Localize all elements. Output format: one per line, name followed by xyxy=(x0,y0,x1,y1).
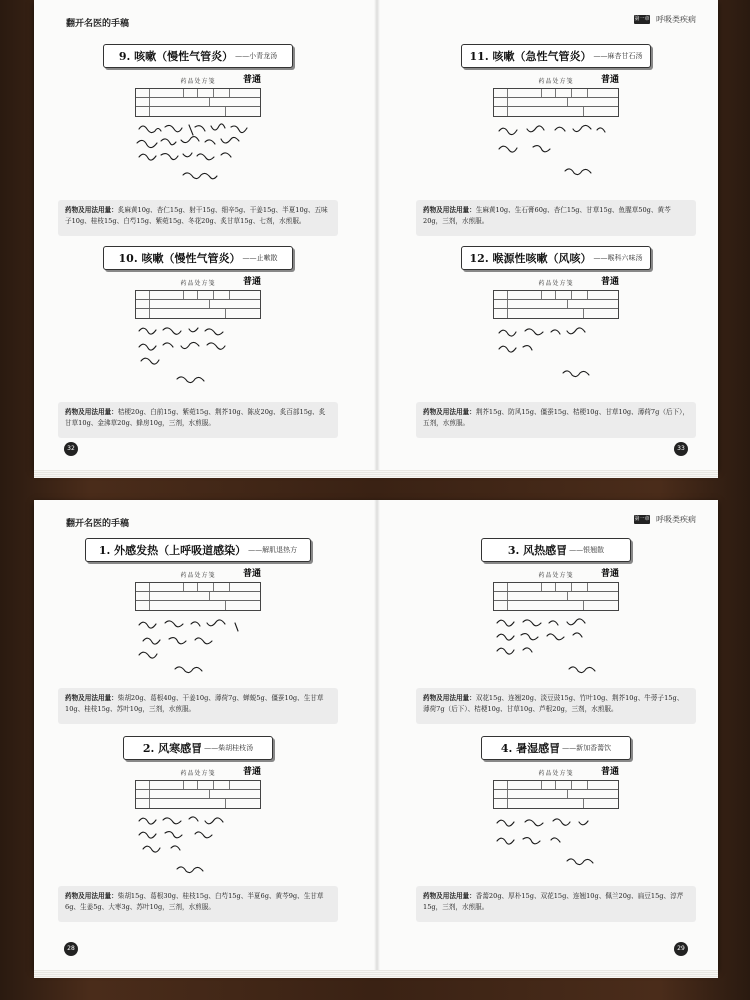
handwriting-scribble xyxy=(493,323,619,393)
book-spread-bottom xyxy=(34,500,718,970)
page-number-right: 29 xyxy=(674,942,688,956)
prescription-form xyxy=(493,768,619,880)
prescription-title xyxy=(481,538,631,562)
prescription-card xyxy=(58,44,338,236)
form-grid xyxy=(135,780,261,809)
dosage-text: 炙麻黄10g、杏仁15g、射干15g、细辛5g、干姜15g、半夏10g、五味子10g、桂枝15g、白芍15g、紫菀15g、冬花20g、炙甘草15g、七剂，水煎服。 xyxy=(65,206,328,225)
dosage-text: 柴胡20g、葛根40g、干姜10g、薄荷7g、蝉蜕5g、僵蚕10g、生甘草10g、桂枝15g、苏叶10g，三剂，水煎服。 xyxy=(65,694,324,713)
prescription-formula-name: ——麻杏甘石汤 xyxy=(593,52,643,60)
handwritten-prescription xyxy=(135,323,261,393)
handwriting-scribble xyxy=(135,121,261,191)
handwritten-prescription xyxy=(135,615,261,685)
chapter-badge: 第一章 xyxy=(634,16,650,22)
handwriting-scribble xyxy=(493,813,619,883)
form-type: 普通 xyxy=(600,277,619,287)
dosage-box xyxy=(58,886,338,922)
form-heading: 药品处方笺 xyxy=(180,572,216,579)
form-type: 普通 xyxy=(242,277,261,287)
dosage-label: 药物及用法用量： xyxy=(65,892,118,900)
book-spread-top xyxy=(34,0,718,470)
prescription-title-main: 1. 外感发热（上呼吸道感染） xyxy=(98,544,247,557)
handwritten-prescription xyxy=(493,615,619,685)
dosage-box xyxy=(58,688,338,724)
prescription-card xyxy=(58,246,338,438)
prescription-title-main: 2. 风寒感冒 xyxy=(142,742,203,755)
form-grid xyxy=(135,582,261,611)
dosage-label: 药物及用法用量： xyxy=(423,408,476,416)
dosage-text: 香薷20g、厚朴15g、双花15g、连翘10g、佩兰20g、扁豆15g、淳芹15g，三剂，水煎服。 xyxy=(423,892,684,911)
form-heading: 药品处方笺 xyxy=(180,770,216,777)
prescription-title-main: 9. 咳嗽（慢性气管炎） xyxy=(118,50,234,63)
form-type: 普通 xyxy=(242,767,261,777)
form-type: 普通 xyxy=(600,75,619,85)
dosage-box xyxy=(58,402,338,438)
chapter-badge: 第一章 xyxy=(634,516,650,522)
prescription-form xyxy=(135,76,261,194)
form-heading: 药品处方笺 xyxy=(180,78,216,85)
handwriting-scribble xyxy=(135,615,261,685)
running-header-right xyxy=(634,514,696,525)
running-header-left: 翻开名医的手稿 xyxy=(66,519,130,529)
prescription-form xyxy=(135,278,261,396)
dosage-text: 桔梗20g、白前15g、紫菀15g、荆芥10g、陈皮20g、炙百部15g、炙甘草10g、金沸草20g、蜂房10g，三剂，水煎服。 xyxy=(65,408,326,427)
dosage-text: 柴胡15g、葛根30g、桂枝15g、白芍15g、半夏6g、黄芩9g、生甘草6g、生姜5g、大枣3g、苏叶10g，三剂，水煎服。 xyxy=(65,892,324,911)
dosage-box xyxy=(416,886,696,922)
chapter-title: 呼吸类疾病 xyxy=(656,515,696,524)
prescription-card xyxy=(416,538,696,724)
prescription-form xyxy=(493,278,619,396)
form-grid xyxy=(493,582,619,611)
prescription-form xyxy=(493,76,619,194)
page-number-right: 33 xyxy=(674,442,688,456)
page-edge xyxy=(34,470,718,478)
form-type: 普通 xyxy=(600,767,619,777)
dosage-text: 生麻黄10g、生石膏60g、杏仁15g、甘草15g、鱼腥草50g、黄芩20g，三剂，水煎服。 xyxy=(423,206,671,225)
handwriting-scribble xyxy=(493,121,619,191)
handwriting-scribble xyxy=(135,323,261,393)
prescription-formula-name: ——小青龙汤 xyxy=(235,52,278,60)
prescription-form xyxy=(135,570,261,682)
prescription-title-main: 10. 咳嗽（慢性气管炎） xyxy=(118,252,241,265)
dosage-box xyxy=(416,402,696,438)
page-number-left: 28 xyxy=(64,942,78,956)
prescription-form xyxy=(493,570,619,682)
page-number-left: 32 xyxy=(64,442,78,456)
prescription-title xyxy=(461,246,651,270)
dosage-label: 药物及用法用量： xyxy=(423,206,476,214)
prescription-formula-name: ——银翘散 xyxy=(569,546,605,554)
handwriting-scribble xyxy=(135,813,261,883)
dosage-text: 荆芥15g、防风15g、僵蚕15g、桔梗10g、甘草10g、薄荷7g（后下），五剂，水煎服。 xyxy=(423,408,689,427)
prescription-card xyxy=(416,736,696,922)
dosage-text: 双花15g、连翘20g、淡豆豉15g、竹叶10g、荆芥10g、牛蒡子15g、薄荷7g（后下）、桔梗10g、甘草10g、芦根20g，三剂，水煎服。 xyxy=(423,694,684,713)
handwritten-prescription xyxy=(493,121,619,191)
prescription-formula-name: ——止嗽散 xyxy=(242,254,278,262)
page-edge xyxy=(34,970,718,978)
prescription-formula-name: ——新加香薷饮 xyxy=(562,744,612,752)
prescription-title xyxy=(85,538,311,562)
prescription-title-main: 11. 咳嗽（急性气管炎） xyxy=(469,50,592,63)
form-type: 普通 xyxy=(600,569,619,579)
form-heading: 药品处方笺 xyxy=(180,280,216,287)
dosage-box xyxy=(416,200,696,236)
prescription-form xyxy=(135,768,261,880)
handwritten-prescription xyxy=(493,323,619,393)
form-heading: 药品处方笺 xyxy=(538,572,574,579)
prescription-title-main: 4. 暑湿感冒 xyxy=(500,742,561,755)
form-heading: 药品处方笺 xyxy=(538,280,574,287)
dosage-label: 药物及用法用量： xyxy=(423,892,476,900)
dosage-label: 药物及用法用量： xyxy=(65,694,118,702)
prescription-title xyxy=(481,736,631,760)
form-heading: 药品处方笺 xyxy=(538,78,574,85)
form-heading: 药品处方笺 xyxy=(538,770,574,777)
dosage-box xyxy=(416,688,696,724)
form-type: 普通 xyxy=(242,569,261,579)
prescription-card xyxy=(58,538,338,724)
form-grid xyxy=(493,780,619,809)
prescription-card xyxy=(416,246,696,438)
prescription-title xyxy=(461,44,651,68)
form-grid xyxy=(493,290,619,319)
prescription-title-main: 12. 喉源性咳嗽（风咳） xyxy=(469,252,592,265)
prescription-card xyxy=(416,44,696,236)
running-header-left: 翻开名医的手稿 xyxy=(66,19,130,29)
prescription-title-main: 3. 风热感冒 xyxy=(507,544,568,557)
running-header-right xyxy=(634,14,696,25)
dosage-label: 药物及用法用量： xyxy=(65,408,118,416)
form-grid xyxy=(135,290,261,319)
prescription-formula-name: ——喉科六味汤 xyxy=(593,254,643,262)
dosage-label: 药物及用法用量： xyxy=(65,206,118,214)
prescription-title xyxy=(123,736,273,760)
dosage-label: 药物及用法用量： xyxy=(423,694,476,702)
prescription-title xyxy=(103,246,293,270)
handwritten-prescription xyxy=(493,813,619,883)
form-type: 普通 xyxy=(242,75,261,85)
form-grid xyxy=(493,88,619,117)
prescription-card xyxy=(58,736,338,922)
handwritten-prescription xyxy=(135,121,261,191)
dosage-box xyxy=(58,200,338,236)
chapter-title: 呼吸类疾病 xyxy=(656,15,696,24)
form-grid xyxy=(135,88,261,117)
prescription-formula-name: ——解肌退热方 xyxy=(248,546,298,554)
handwriting-scribble xyxy=(493,615,619,685)
handwritten-prescription xyxy=(135,813,261,883)
prescription-title xyxy=(103,44,293,68)
prescription-formula-name: ——柴胡桂枝汤 xyxy=(204,744,254,752)
